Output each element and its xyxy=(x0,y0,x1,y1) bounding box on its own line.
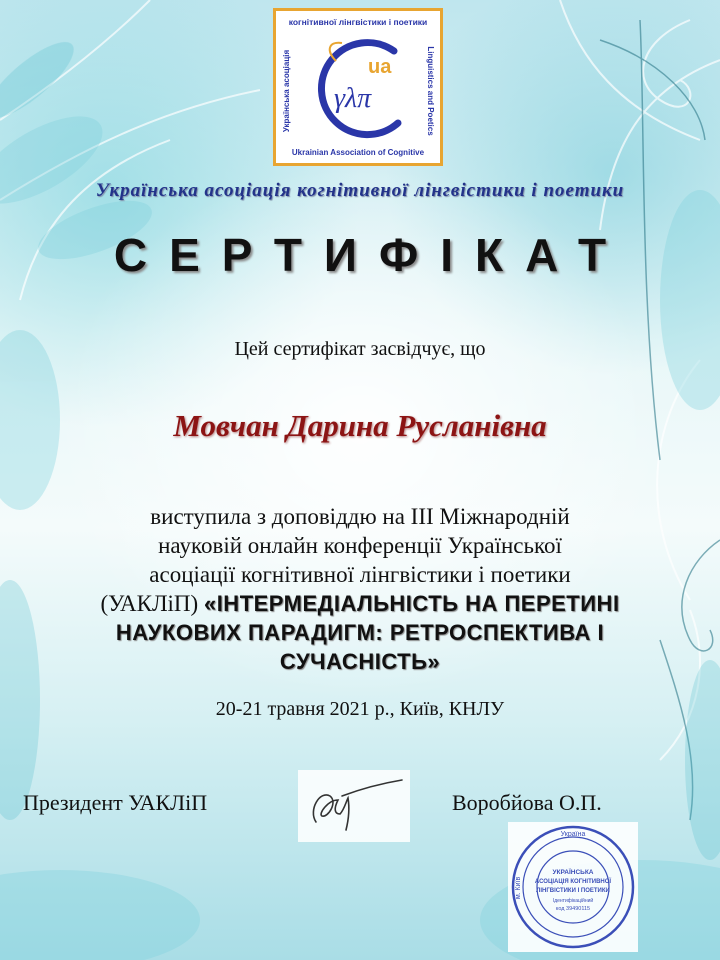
conference-topic: «ІНТЕРМЕДІАЛЬНІСТЬ НА ПЕРЕТИНІ xyxy=(203,591,620,616)
stamp-ring-left: м. Київ xyxy=(515,876,522,900)
body-line-topic xyxy=(40,589,680,618)
stamp-center-line: АСОЦІАЦІЯ КОГНІТИВНОЇ xyxy=(534,879,612,885)
stamp-code: код 39490115 xyxy=(555,906,591,912)
logo-left-text: Українська асоціація xyxy=(282,49,291,133)
logo-right-text: Linguistics and Poetics xyxy=(426,46,435,136)
body-line: виступила з доповіддю на ІІІ Міжнародній xyxy=(150,504,570,529)
association-logo xyxy=(273,8,443,166)
logo-ua: ua xyxy=(368,56,392,78)
certificate-body xyxy=(40,502,680,676)
logo-top-text: когнітивної лінгвістики і поетики xyxy=(288,17,428,27)
logo-greek: γλπ xyxy=(334,83,372,114)
signer-name: Воробйова О.П. xyxy=(452,790,602,815)
president-label: Президент УАКЛіП xyxy=(23,790,208,815)
stamp-code-label: Ідентифікаційний xyxy=(552,898,594,904)
signature xyxy=(298,770,410,842)
stamp-center-line: ЛІНГВІСТИКИ І ПОЕТИКИ xyxy=(536,888,610,894)
body-line-topic xyxy=(40,647,680,676)
stamp-center-line: УКРАЇНСЬКА xyxy=(552,869,594,876)
body-line: асоціації когнітивної лінгвістики і поетики xyxy=(149,562,571,587)
event-date-place: 20-21 травня 2021 р., Київ, КНЛУ xyxy=(215,698,505,720)
intro-text: Цей сертифікат засвідчує, що xyxy=(234,338,486,360)
official-stamp xyxy=(508,822,638,952)
body-abbreviation: (УАКЛіП) xyxy=(100,591,204,616)
logo-bottom-text: Ukrainian Association of Cognitive xyxy=(291,148,425,157)
recipient-name: Мовчан Дарина Русланівна xyxy=(173,408,547,443)
body-line-topic xyxy=(40,618,680,647)
conference-topic: НАУКОВИХ ПАРАДИГМ: РЕТРОСПЕКТИВА І xyxy=(115,620,605,645)
certificate-title: СЕРТИФІКАТ xyxy=(113,229,629,281)
conference-topic: СУЧАСНІСТЬ» xyxy=(279,649,441,674)
association-name: Українська асоціація когнітивної лінгвістики і поетики xyxy=(95,180,625,201)
stamp-ring-top: Україна xyxy=(560,831,586,838)
body-line: науковій онлайн конференції Української xyxy=(158,533,562,558)
